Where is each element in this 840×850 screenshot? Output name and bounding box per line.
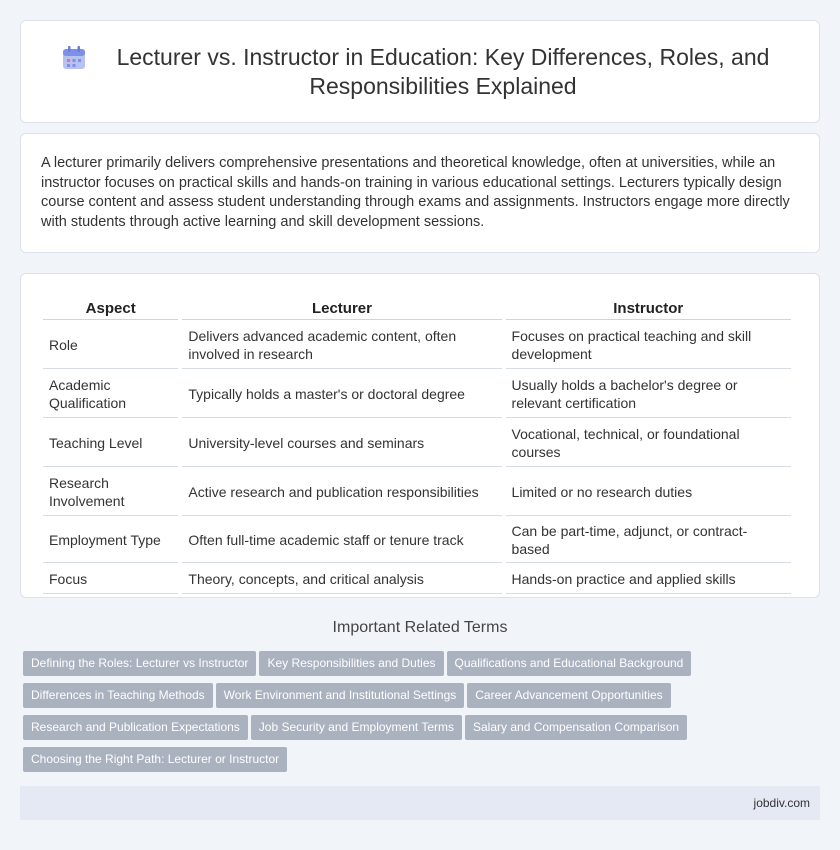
footer xyxy=(20,786,820,820)
table-cell: Academic Qualification xyxy=(43,371,178,418)
table-header-row xyxy=(43,298,791,320)
footer-site-link[interactable]: jobdiv.com xyxy=(753,796,810,810)
page-title: Lecturer vs. Instructor in Education: Key Differences, Roles, and Responsibilities Explained xyxy=(116,43,770,99)
table-cell: Often full-time academic staff or tenure track xyxy=(182,518,501,563)
header-aspect: Aspect xyxy=(43,298,178,320)
table-cell: Vocational, technical, or foundational courses xyxy=(506,420,791,467)
table-row xyxy=(43,322,791,369)
table-cell: Focus xyxy=(43,565,178,594)
header-instructor: Instructor xyxy=(506,298,791,320)
tag-salary-comparison[interactable]: Salary and Compensation Comparison xyxy=(465,715,687,740)
table-cell: Role xyxy=(43,322,178,369)
intro-paragraph: A lecturer primarily delivers comprehensive presentations and theoretical knowledge, often at universities, while an instructor focuses on practical skills and hands-on training in various educational settings. Lecturers typically design course content and assess student understanding through exams and assignments. Instructors engage more directly with students through active learning and skill development sessions. xyxy=(41,155,790,230)
table-cell: Focuses on practical teaching and skill development xyxy=(506,322,791,369)
tag-defining-roles[interactable]: Defining the Roles: Lecturer vs Instructor xyxy=(23,651,256,676)
table-cell: Delivers advanced academic content, often involved in research xyxy=(182,322,501,369)
tag-research-publication[interactable]: Research and Publication Expectations xyxy=(23,715,248,740)
table-cell: Usually holds a bachelor's degree or relevant certification xyxy=(506,371,791,418)
table-cell: Active research and publication responsibilities xyxy=(182,469,501,516)
table-cell: Limited or no research duties xyxy=(506,469,791,516)
calendar-icon xyxy=(61,45,87,71)
comparison-card xyxy=(20,273,820,598)
table-cell: Research Involvement xyxy=(43,469,178,516)
intro-card xyxy=(20,133,820,253)
tag-teaching-methods[interactable]: Differences in Teaching Methods xyxy=(23,683,213,708)
tag-choosing-path[interactable]: Choosing the Right Path: Lecturer or Instructor xyxy=(23,747,287,772)
comparison-table xyxy=(39,296,795,596)
table-row xyxy=(43,420,791,467)
related-terms-title: Important Related Terms xyxy=(332,619,508,636)
table-row xyxy=(43,371,791,418)
tag-job-security[interactable]: Job Security and Employment Terms xyxy=(251,715,462,740)
table-cell: Theory, concepts, and critical analysis xyxy=(182,565,501,594)
tag-qualifications[interactable]: Qualifications and Educational Background xyxy=(447,651,692,676)
table-row xyxy=(43,565,791,594)
related-tags xyxy=(23,651,813,779)
table-cell: University-level courses and seminars xyxy=(182,420,501,467)
table-cell: Can be part-time, adjunct, or contract-based xyxy=(506,518,791,563)
table-row xyxy=(43,469,791,516)
table-row xyxy=(43,518,791,563)
table-cell: Typically holds a master's or doctoral degree xyxy=(182,371,501,418)
tag-career-advancement[interactable]: Career Advancement Opportunities xyxy=(467,683,670,708)
table-cell: Employment Type xyxy=(43,518,178,563)
table-cell: Hands-on practice and applied skills xyxy=(506,565,791,594)
tag-work-environment[interactable]: Work Environment and Institutional Settings xyxy=(216,683,465,708)
tag-key-responsibilities[interactable]: Key Responsibilities and Duties xyxy=(259,651,443,676)
header-card xyxy=(20,20,820,123)
header-lecturer: Lecturer xyxy=(182,298,501,320)
table-cell: Teaching Level xyxy=(43,420,178,467)
